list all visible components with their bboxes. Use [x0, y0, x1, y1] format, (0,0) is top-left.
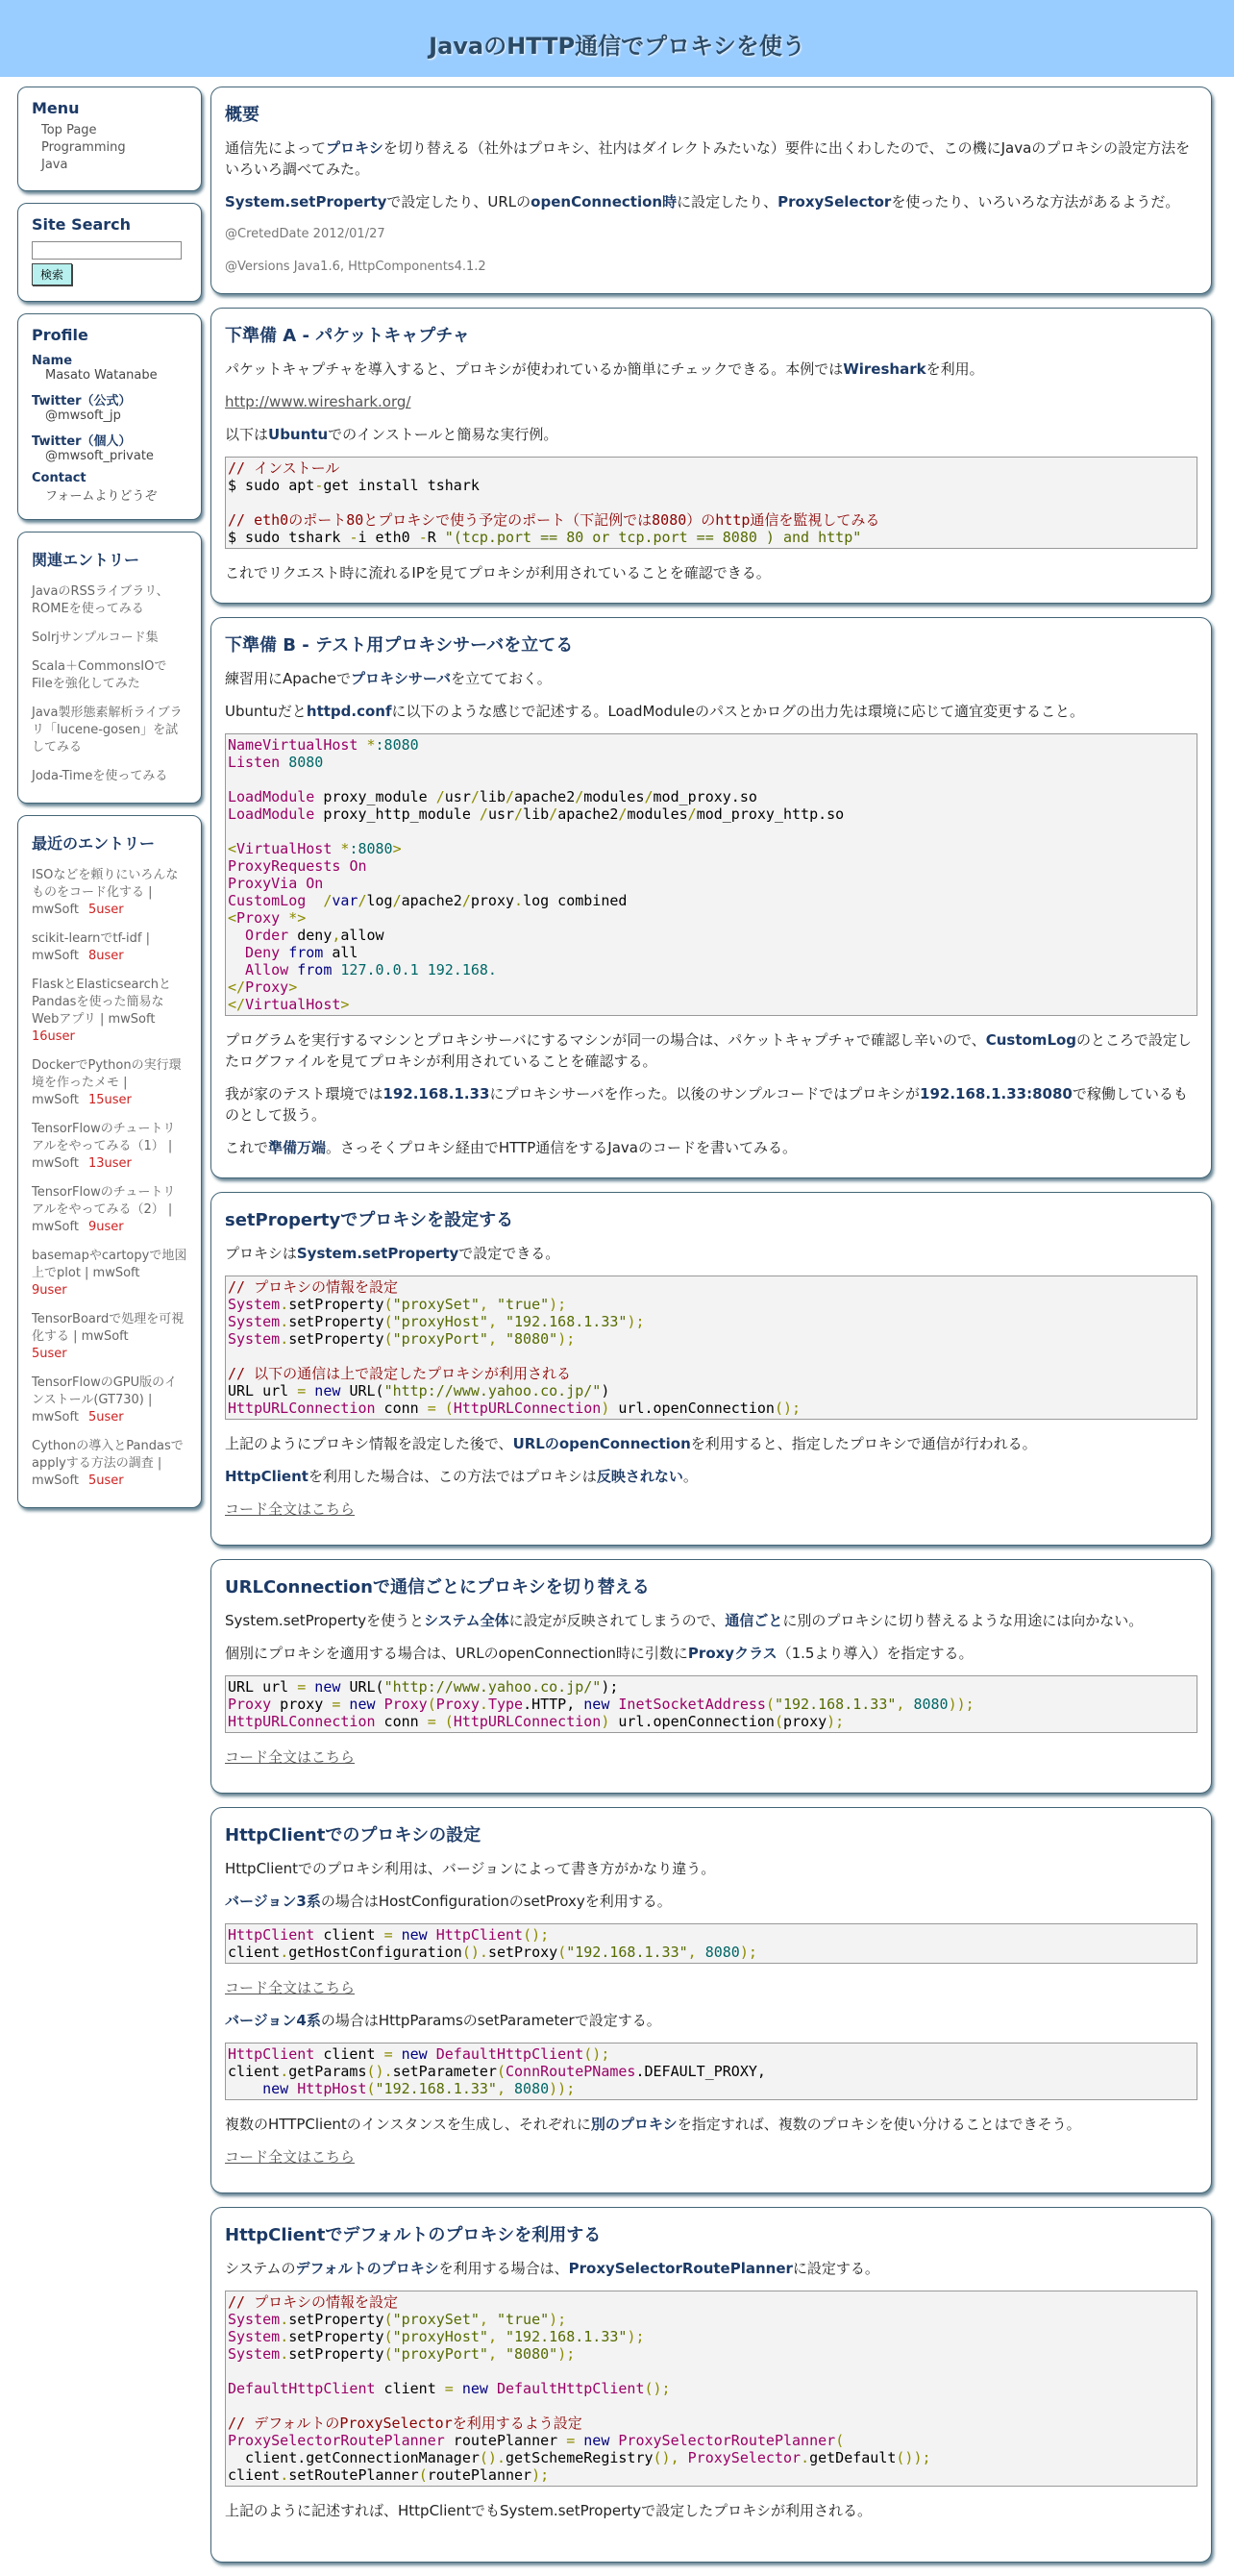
paragraph [225, 1746, 1197, 1768]
paragraph: 我が家のテスト環境では192.168.1.33にプロキシサーバを作った。以後のサンプルコードではプロキシが192.168.1.33:8080で稼働しているものとして扱う。 [225, 1085, 1188, 1124]
profile-contact-link[interactable]: フォームよりどうぞ [45, 489, 158, 504]
sidebar [17, 87, 202, 1520]
section-title: 概要 [225, 105, 259, 125]
page-header [0, 0, 1234, 77]
site-search-box [17, 203, 202, 302]
full-code-link[interactable]: コード全文はこちら [225, 2148, 356, 2166]
paragraph: System.setPropertyで設定したり、URLのopenConnection時に設定したり、ProxySelectorを使ったり、いろいろな方法があるようだ。 [225, 193, 1180, 211]
section-overview [210, 87, 1212, 294]
code-block: HttpClient client = new DefaultHttpClient(); client.getParams().setParameter(ConnRoutePNames.DEFAULT_PROXY, new HttpHost("192.168.1.33", 8080)); [225, 2043, 1197, 2100]
profile-box [17, 313, 202, 520]
paragraph: 上記のように記述すれば、HttpClientでもSystem.setPropertyで設定したプロキシが利用される。 [225, 2502, 872, 2519]
related-entry[interactable]: JavaのRSSライブラリ、ROMEを使ってみる [32, 584, 169, 616]
paragraph: プログラムを実行するマシンとプロキシサーバにするマシンが同一の場合は、パケットキャプチャで確認し辛いので、CustomLogのところで設定したログファイルを見てプロキシが利用されていることを確認する。 [225, 1031, 1192, 1070]
recent-entry[interactable]: TensorFlowのGPU版のインストール(GT730) | mwSoft 5user [32, 1375, 178, 1424]
paragraph: 上記のようにプロキシ情報を設定した後で、URLのopenConnectionを利用すると、指定したプロキシで通信が行われる。 [225, 1435, 1037, 1452]
code-block: HttpClient client = new HttpClient(); client.getHostConfiguration().setProxy("192.168.1.33", 8080); [225, 1923, 1197, 1964]
paragraph [225, 391, 1197, 412]
user-count: 5user [32, 1347, 67, 1361]
paragraph: Ubuntuだとhttpd.confに以下のような感じで記述する。LoadModuleのパスとかログの出力先は環境に応じて適宜変更すること。 [225, 703, 1085, 720]
profile-name-value: Masato Watanabe [45, 368, 158, 383]
recent-entry[interactable]: scikit-learnでtf-idf | mwSoft 8user [32, 931, 150, 963]
section-title: HttpClientでのプロキシの設定 [225, 1825, 481, 1845]
site-search-heading: Site Search [32, 215, 132, 234]
menu-box [17, 87, 202, 191]
full-code-link[interactable]: コード全文はこちら [225, 1500, 356, 1518]
profile-twitter-private-label: Twitter（個人） [32, 434, 132, 449]
related-entry[interactable]: Solrjサンプルコード集 [32, 631, 159, 645]
user-count: 9user [32, 1283, 67, 1298]
paragraph: 以下はUbuntuでのインストールと簡易な実行例。 [225, 426, 558, 443]
section-httpclient [210, 1807, 1212, 2193]
profile-twitter-official-label: Twitter（公式） [32, 394, 132, 409]
paragraph: バージョン4系の場合はHttpParamsのsetParameterで設定する。 [225, 2012, 661, 2029]
paragraph: System.setPropertyを使うとシステム全体に設定が反映されてしまうので、通信ごとに別のプロキシに切り替えるような用途には向かない。 [225, 1612, 1144, 1629]
created-date: @CretedDate 2012/01/27 [225, 227, 385, 241]
code-block: // インストール $ sudo apt-get install tshark // eth0のポート80とプロキシで使う予定のポート（下記例では8080）のhttp通信を監視してみる $ sudo tshark -i eth0 -R "(tcp.port == 80 or tcp.port == 8080 ) and http" [225, 457, 1197, 549]
code-block: NameVirtualHost *:8080 Listen 8080 LoadModule proxy_module /usr/lib/apache2/modules/mod_proxy.so LoadModule proxy_http_module /usr/lib/apache2/modules/mod_proxy_http.so <VirtualHost *:8080> ProxyRequests On ProxyVia On CustomLog /var/log/apache2/proxy.log combined <Proxy *> Order deny,allow Deny from all Allow from 127.0.0.1 192.168. </Proxy> </VirtualHost> [225, 733, 1197, 1016]
recent-entry[interactable]: ISOなどを頼りにいろんなものをコード化する | mwSoft 5user [32, 868, 179, 917]
paragraph: これで準備万端。さっそくプロキシ経由でHTTP通信をするJavaのコードを書いてみる。 [225, 1139, 797, 1156]
search-input[interactable] [32, 241, 182, 260]
user-count: 5user [87, 903, 124, 917]
related-entries-box [17, 532, 202, 804]
recent-entries-box [17, 815, 202, 1508]
paragraph: パケットキャプチャを導入すると、プロキシが使われているか簡単にチェックできる。本例ではWiresharkを利用。 [225, 360, 984, 378]
profile-contact-label: Contact [32, 471, 86, 485]
full-code-link[interactable]: コード全文はこちら [225, 1748, 356, 1766]
paragraph [225, 2146, 1197, 2167]
versions: @Versions Java1.6, HttpComponents4.1.2 [225, 260, 486, 274]
related-entry[interactable]: Java製形態素解析ライブラリ「lucene-gosen」を試してみる [32, 706, 183, 755]
main-content [210, 87, 1212, 2576]
full-code-link[interactable]: コード全文はこちら [225, 1979, 356, 1996]
user-count: 5user [87, 1474, 124, 1488]
paragraph [225, 1977, 1197, 1998]
paragraph: バージョン3系の場合はHostConfigurationのsetProxyを利用する。 [225, 1893, 672, 1910]
profile-name-label: Name [32, 354, 73, 368]
menu-item-java[interactable]: Java [41, 158, 68, 172]
recent-entry[interactable]: basemapやcartopyで地図上でplot | mwSoft 9user [32, 1249, 187, 1298]
code-block: // プロキシの情報を設定 System.setProperty("proxySet", "true"); System.setProperty("proxyHost", "192.168.1.33"); System.setProperty("proxyPort", "8080"); // 以下の通信は上で設定したプロキシが利用される URL url = new URL("http://www.yahoo.co.jp/") HttpURLConnection conn = (HttpURLConnection) url.openConnection(); [225, 1276, 1197, 1420]
menu-heading: Menu [32, 99, 80, 117]
wireshark-link[interactable]: http://www.wireshark.org/ [225, 393, 411, 410]
recent-entry[interactable]: FlaskとElasticsearchとPandasを使った簡易なWebアプリ | mwSoft 16user [32, 978, 171, 1044]
section-urlconnection [210, 1559, 1212, 1794]
paragraph: 複数のHTTPClientのインスタンスを生成し、それぞれに別のプロキシを指定すれば、複数のプロキシを使い分けることはできそう。 [225, 2116, 1081, 2133]
search-button[interactable]: 検索 [32, 263, 72, 285]
menu-item-top-page[interactable]: Top Page [41, 123, 97, 137]
related-entry[interactable]: Scala＋CommonsIOでFileを強化してみた [32, 659, 167, 691]
recent-entry[interactable]: TensorBoardで処理を可視化する | mwSoft 5user [32, 1312, 185, 1361]
recent-entry[interactable]: TensorFlowのチュートリアルをやってみる（2） | mwSoft 9user [32, 1185, 176, 1234]
profile-heading: Profile [32, 326, 88, 344]
section-title: setPropertyでプロキシを設定する [225, 1210, 514, 1230]
recent-entries-heading: 最近のエントリー [32, 834, 156, 853]
user-count: 5user [87, 1410, 124, 1424]
user-count: 8user [87, 949, 124, 963]
paragraph: これでリクエスト時に流れるIPを見てプロキシが利用されていることを確認できる。 [225, 564, 771, 582]
menu-item-programming[interactable]: Programming [41, 140, 126, 155]
code-block: // プロキシの情報を設定 System.setProperty("proxySet", "true"); System.setProperty("proxyHost", "192.168.1.33"); System.setProperty("proxyPort", "8080"); DefaultHttpClient client = new DefaultHttpClient(); // デフォルトのProxySelectorを利用するよう設定 ProxySelectorRoutePlanner routePlanner = new ProxySelectorRoutePlanner( client.getConnectionManager().getSchemeRegistry(), ProxySelector.getDefault()); client.setRoutePlanner(routePlanner); [225, 2291, 1197, 2487]
section-setproperty [210, 1192, 1212, 1546]
user-count: 16user [32, 1029, 75, 1044]
section-title: 下準備 B - テスト用プロキシサーバを立てる [225, 635, 574, 656]
paragraph: 練習用にApacheでプロキシサーバを立てておく。 [225, 670, 552, 687]
section-title: HttpClientでデフォルトのプロキシを利用する [225, 2225, 602, 2245]
related-entry[interactable]: Joda-Timeを使ってみる [32, 769, 168, 783]
user-count: 15user [87, 1093, 132, 1107]
profile-twitter-official-link[interactable]: @mwsoft_jp [45, 409, 121, 423]
section-proxy-server [210, 617, 1212, 1178]
paragraph: 通信先によってプロキシを切り替える（社外はプロキシ、社内はダイレクトみたいな）要件に出くわしたので、この機にJavaのプロキシの設定方法をいろいろ調べてみた。 [225, 139, 1191, 178]
related-entries-heading: 関連エントリー [32, 551, 140, 569]
section-title: 下準備 A - パケットキャプチャ [225, 326, 470, 346]
paragraph: HttpClientを利用した場合は、この方法ではプロキシは反映されない。 [225, 1468, 698, 1485]
user-count: 13user [87, 1156, 132, 1171]
section-default-proxy [210, 2207, 1212, 2563]
user-count: 9user [87, 1220, 124, 1234]
profile-twitter-private-link[interactable]: @mwsoft_private [45, 449, 154, 463]
recent-entry[interactable]: Cythonの導入とPandasでapplyする方法の調査 | mwSoft 5user [32, 1439, 184, 1488]
recent-entry[interactable]: TensorFlowのチュートリアルをやってみる（1） | mwSoft 13user [32, 1122, 176, 1171]
paragraph: 個別にプロキシを適用する場合は、URLのopenConnection時に引数にProxyクラス（1.5より導入）を指定する。 [225, 1645, 974, 1662]
paragraph: システムのデフォルトのプロキシを利用する場合は、ProxySelectorRoutePlannerに設定する。 [225, 2260, 879, 2277]
code-block: URL url = new URL("http://www.yahoo.co.jp/"); Proxy proxy = new Proxy(Proxy.Type.HTTP, new InetSocketAddress("192.168.1.33", 8080)); HttpURLConnection conn = (HttpURLConnection) url.openConnection(proxy); [225, 1675, 1197, 1733]
recent-entry[interactable]: DockerでPythonの実行環境を作ったメモ | mwSoft 15user [32, 1058, 182, 1107]
section-packet-capture [210, 308, 1212, 604]
section-title: URLConnectionで通信ごとにプロキシを切り替える [225, 1577, 650, 1598]
paragraph [225, 1499, 1197, 1520]
paragraph: HttpClientでのプロキシ利用は、バージョンによって書き方がかなり違う。 [225, 1860, 716, 1877]
paragraph: プロキシはSystem.setPropertyで設定できる。 [225, 1245, 560, 1262]
page-title: JavaのHTTP通信でプロキシを使う [429, 33, 805, 60]
